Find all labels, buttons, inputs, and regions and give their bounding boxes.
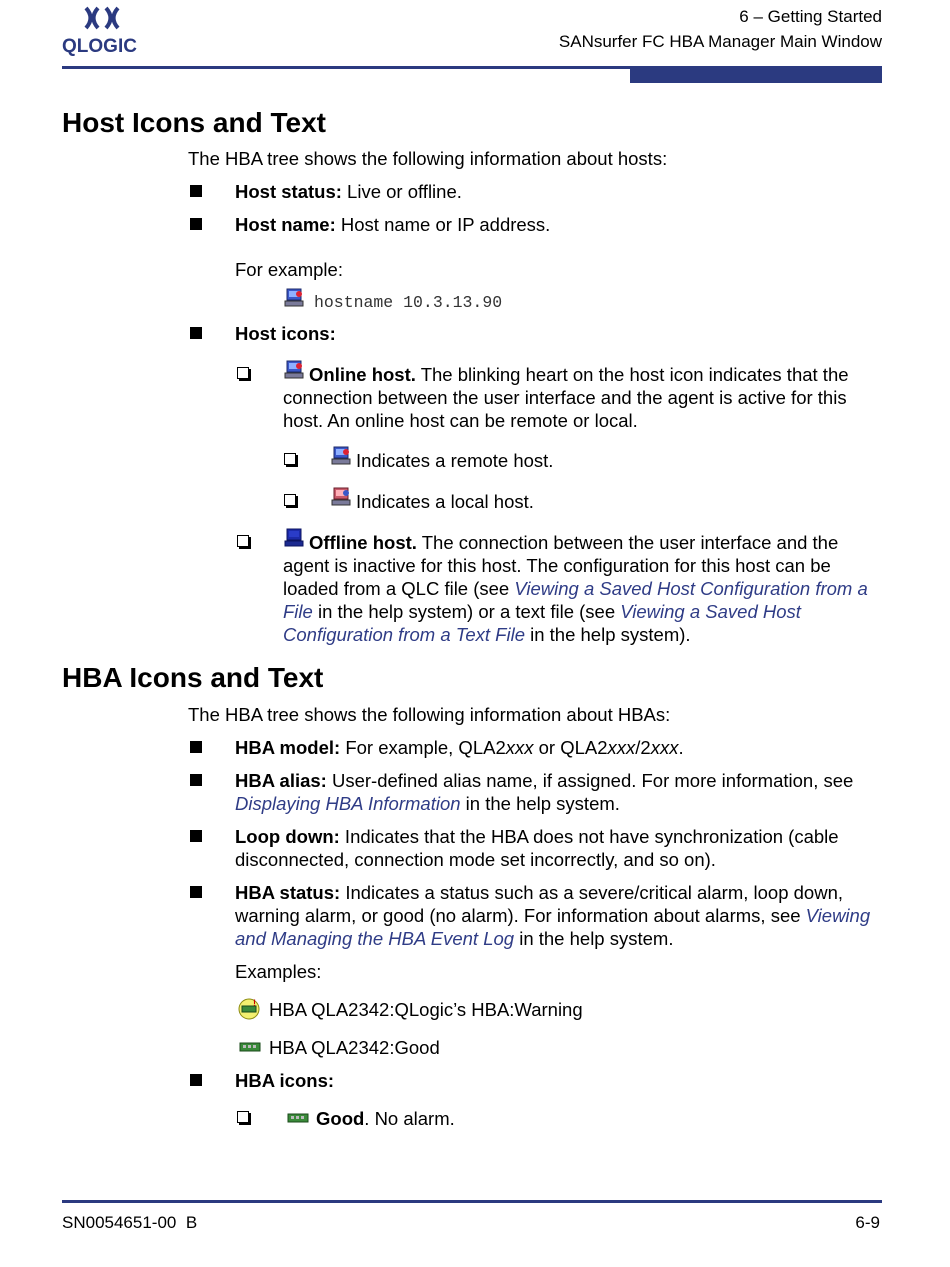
link-displaying-hba-information[interactable]: Displaying HBA Information (235, 793, 461, 814)
hba-good-icon (238, 1040, 262, 1059)
host-status-item: Host status: Live or offline. (235, 181, 462, 202)
host-intro: The HBA tree shows the following information about hosts: (188, 148, 668, 169)
checkbox-bullet-icon (284, 453, 296, 465)
remote-host-text: Indicates a remote host. (356, 450, 554, 471)
footer-rule (62, 1200, 882, 1203)
good-alarm-item: Good. No alarm. (316, 1108, 455, 1129)
bullet-icon (190, 1074, 202, 1086)
bullet-icon (190, 327, 202, 339)
hba-icons-label: HBA icons: (235, 1070, 335, 1091)
host-name-item: Host name: Host name or IP address. (235, 214, 551, 235)
qlogic-logo (62, 4, 152, 58)
hba-section-title: HBA Icons and Text (62, 662, 324, 693)
offline-host-item: Offline host. The connection between the user interface and the agent is inactive for this host. The configuration for this host can be loaded from a QLC file (see Viewing a Saved Host Configuration from a File in the help system) or a text file (see Viewing a Saved Host Configuration from a Text File in the help system). (283, 532, 868, 645)
bullet-icon (190, 774, 202, 786)
checkbox-bullet-icon (284, 494, 296, 506)
host-icons-label: Host icons: (235, 323, 336, 344)
bullet-icon (190, 886, 202, 898)
bullet-icon (190, 218, 202, 230)
remote-host-icon (283, 288, 305, 313)
host-section-title: Host Icons and Text (62, 107, 326, 138)
hba-status-item: HBA status: Indicates a status such as a severe/critical alarm, loop down, warning alarm, or good (no alarm). For information about alarms, see Viewing and Managing the HBA Event Log in the help system. (235, 882, 871, 949)
footer-doc-id: SN0054651-00 B (62, 1213, 198, 1232)
link-saved-host-config-file[interactable]: Viewing a Saved Host Configuration from a File (283, 578, 868, 622)
hba-alias-item: HBA alias: User-defined alias name, if assigned. For more information, see Displaying HBA Information in the help system. (235, 770, 854, 814)
hba-intro: The HBA tree shows the following information about HBAs: (188, 704, 671, 725)
svg-text:QLOGIC: QLOGIC (62, 36, 137, 57)
example-warning-text: HBA QLA2342:QLogic’s HBA:Warning (269, 999, 583, 1020)
footer-page-number: 6-9 (855, 1213, 880, 1232)
local-host-icon (330, 487, 352, 512)
checkbox-bullet-icon (237, 1111, 249, 1123)
bullet-icon (190, 741, 202, 753)
host-example-value: hostname 10.3.13.90 (314, 293, 503, 312)
host-example-label: For example: (235, 259, 343, 280)
checkbox-bullet-icon (237, 367, 249, 379)
link-saved-host-config-text-file[interactable]: Viewing a Saved Host Configuration from a Text File (283, 601, 801, 645)
loop-down-item: Loop down: Indicates that the HBA does not have synchronization (cable disconnected, connection mode set incorrectly, and so on). (235, 826, 839, 870)
bullet-icon (190, 185, 202, 197)
header-chapter: 6 – Getting Started (739, 7, 882, 26)
hba-warning-icon (238, 997, 262, 1026)
link-hba-event-log[interactable]: Viewing and Managing the HBA Event Log (235, 905, 871, 949)
hba-good-icon (286, 1111, 310, 1130)
examples-label: Examples: (235, 961, 322, 982)
local-host-text: Indicates a local host. (356, 491, 534, 512)
checkbox-bullet-icon (237, 535, 249, 547)
svg-text:!: ! (253, 998, 256, 1008)
hba-model-item: HBA model: For example, QLA2xxx or QLA2xxx/2xxx. (235, 737, 684, 758)
remote-host-icon (330, 446, 352, 471)
online-host-item: Online host. The blinking heart on the host icon indicates that the connection between the user interface and the agent is active for this host. An online host can be remote or local. (283, 364, 849, 431)
example-good-text: HBA QLA2342:Good (269, 1037, 440, 1058)
bullet-icon (190, 830, 202, 842)
header-section: SANsurfer FC HBA Manager Main Window (558, 32, 882, 51)
header-bar (630, 66, 882, 83)
